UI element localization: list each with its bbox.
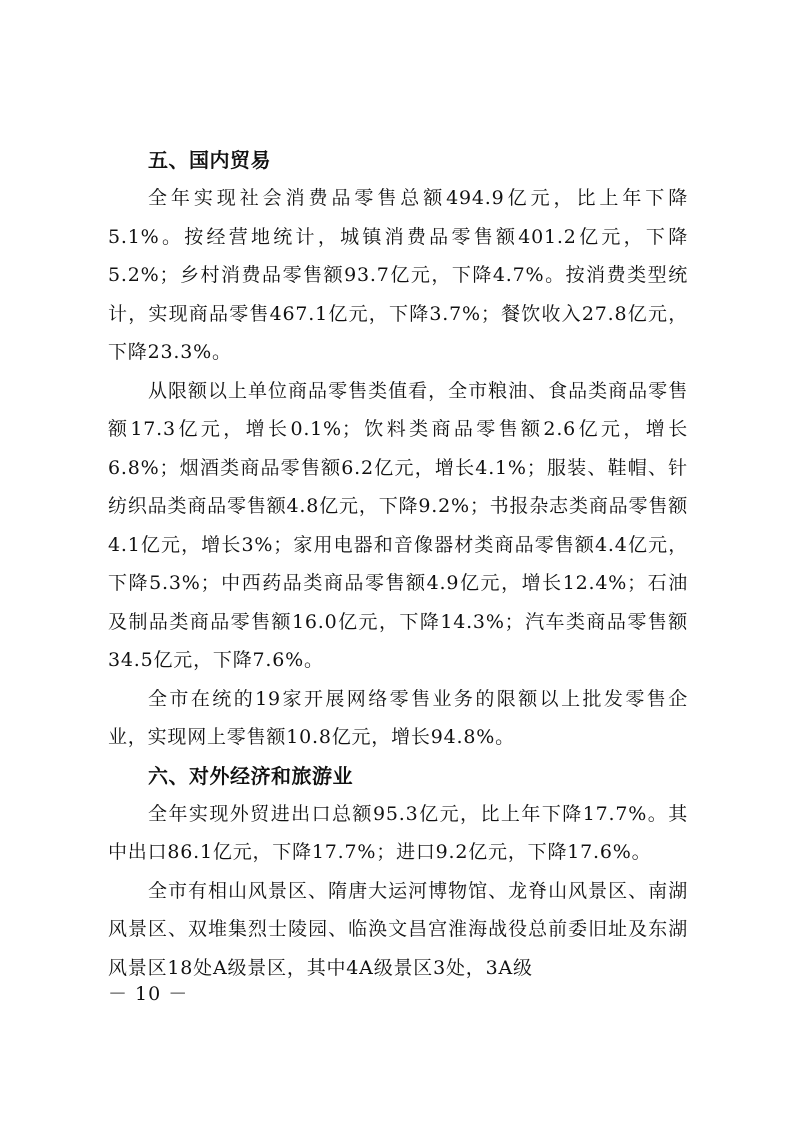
paragraph-retail-by-category: 从限额以上单位商品零售类值看，全市粮油、食品类商品零售额17.3亿元，增长0.1%；饮料类商品零售额2.6亿元，增长6.8%；烟酒类商品零售额6.2亿元，增长4.1%；服装、鞋帽、针纺织品类商品零售额4.8亿元，下降9.2%；书报杂志类商品零售额4.1亿元，增长3%；家用电器和音像器材类商品零售额4.4亿元，下降5.3%；中西药品类商品零售额4.9亿元，增长12.4%；石油及制品类商品零售额16.0亿元，下降14.3%；汽车类商品零售额34.5亿元，下降7.6%。 <box>108 379 688 671</box>
section-heading-foreign-economy-tourism: 六、对外经济和旅游业 <box>148 763 353 788</box>
paragraph-retail-sales-total: 全年实现社会消费品零售总额494.9亿元，比上年下降5.1%。按经营地统计，城镇消费品零售额401.2亿元，下降5.2%；乡村消费品零售额93.7亿元，下降4.7%。按消费类型统计，实现商品零售467.1亿元，下降3.7%；餐饮收入27.8亿元，下降23.3%。 <box>108 187 688 363</box>
paragraph-scenic-areas: 全市有相山风景区、隋唐大运河博物馆、龙脊山风景区、南湖风景区、双堆集烈士陵园、临涣文昌宫淮海战役总前委旧址及东湖风景区18处A级景区，其中4A级景区3处，3A级 <box>108 879 688 979</box>
section-heading-domestic-trade: 五、国内贸易 <box>148 148 271 172</box>
paragraph-foreign-trade: 全年实现外贸进出口总额95.3亿元，比上年下降17.7%。其中出口86.1亿元，下降17.7%；进口9.2亿元，下降17.6%。 <box>108 802 688 863</box>
page-number: － 10 － <box>108 983 189 1005</box>
paragraph-online-retail: 全市在统的19家开展网络零售业务的限额以上批发零售企业，实现网上零售额10.8亿元，增长94.8%。 <box>108 687 688 748</box>
document-body <box>108 141 688 987</box>
